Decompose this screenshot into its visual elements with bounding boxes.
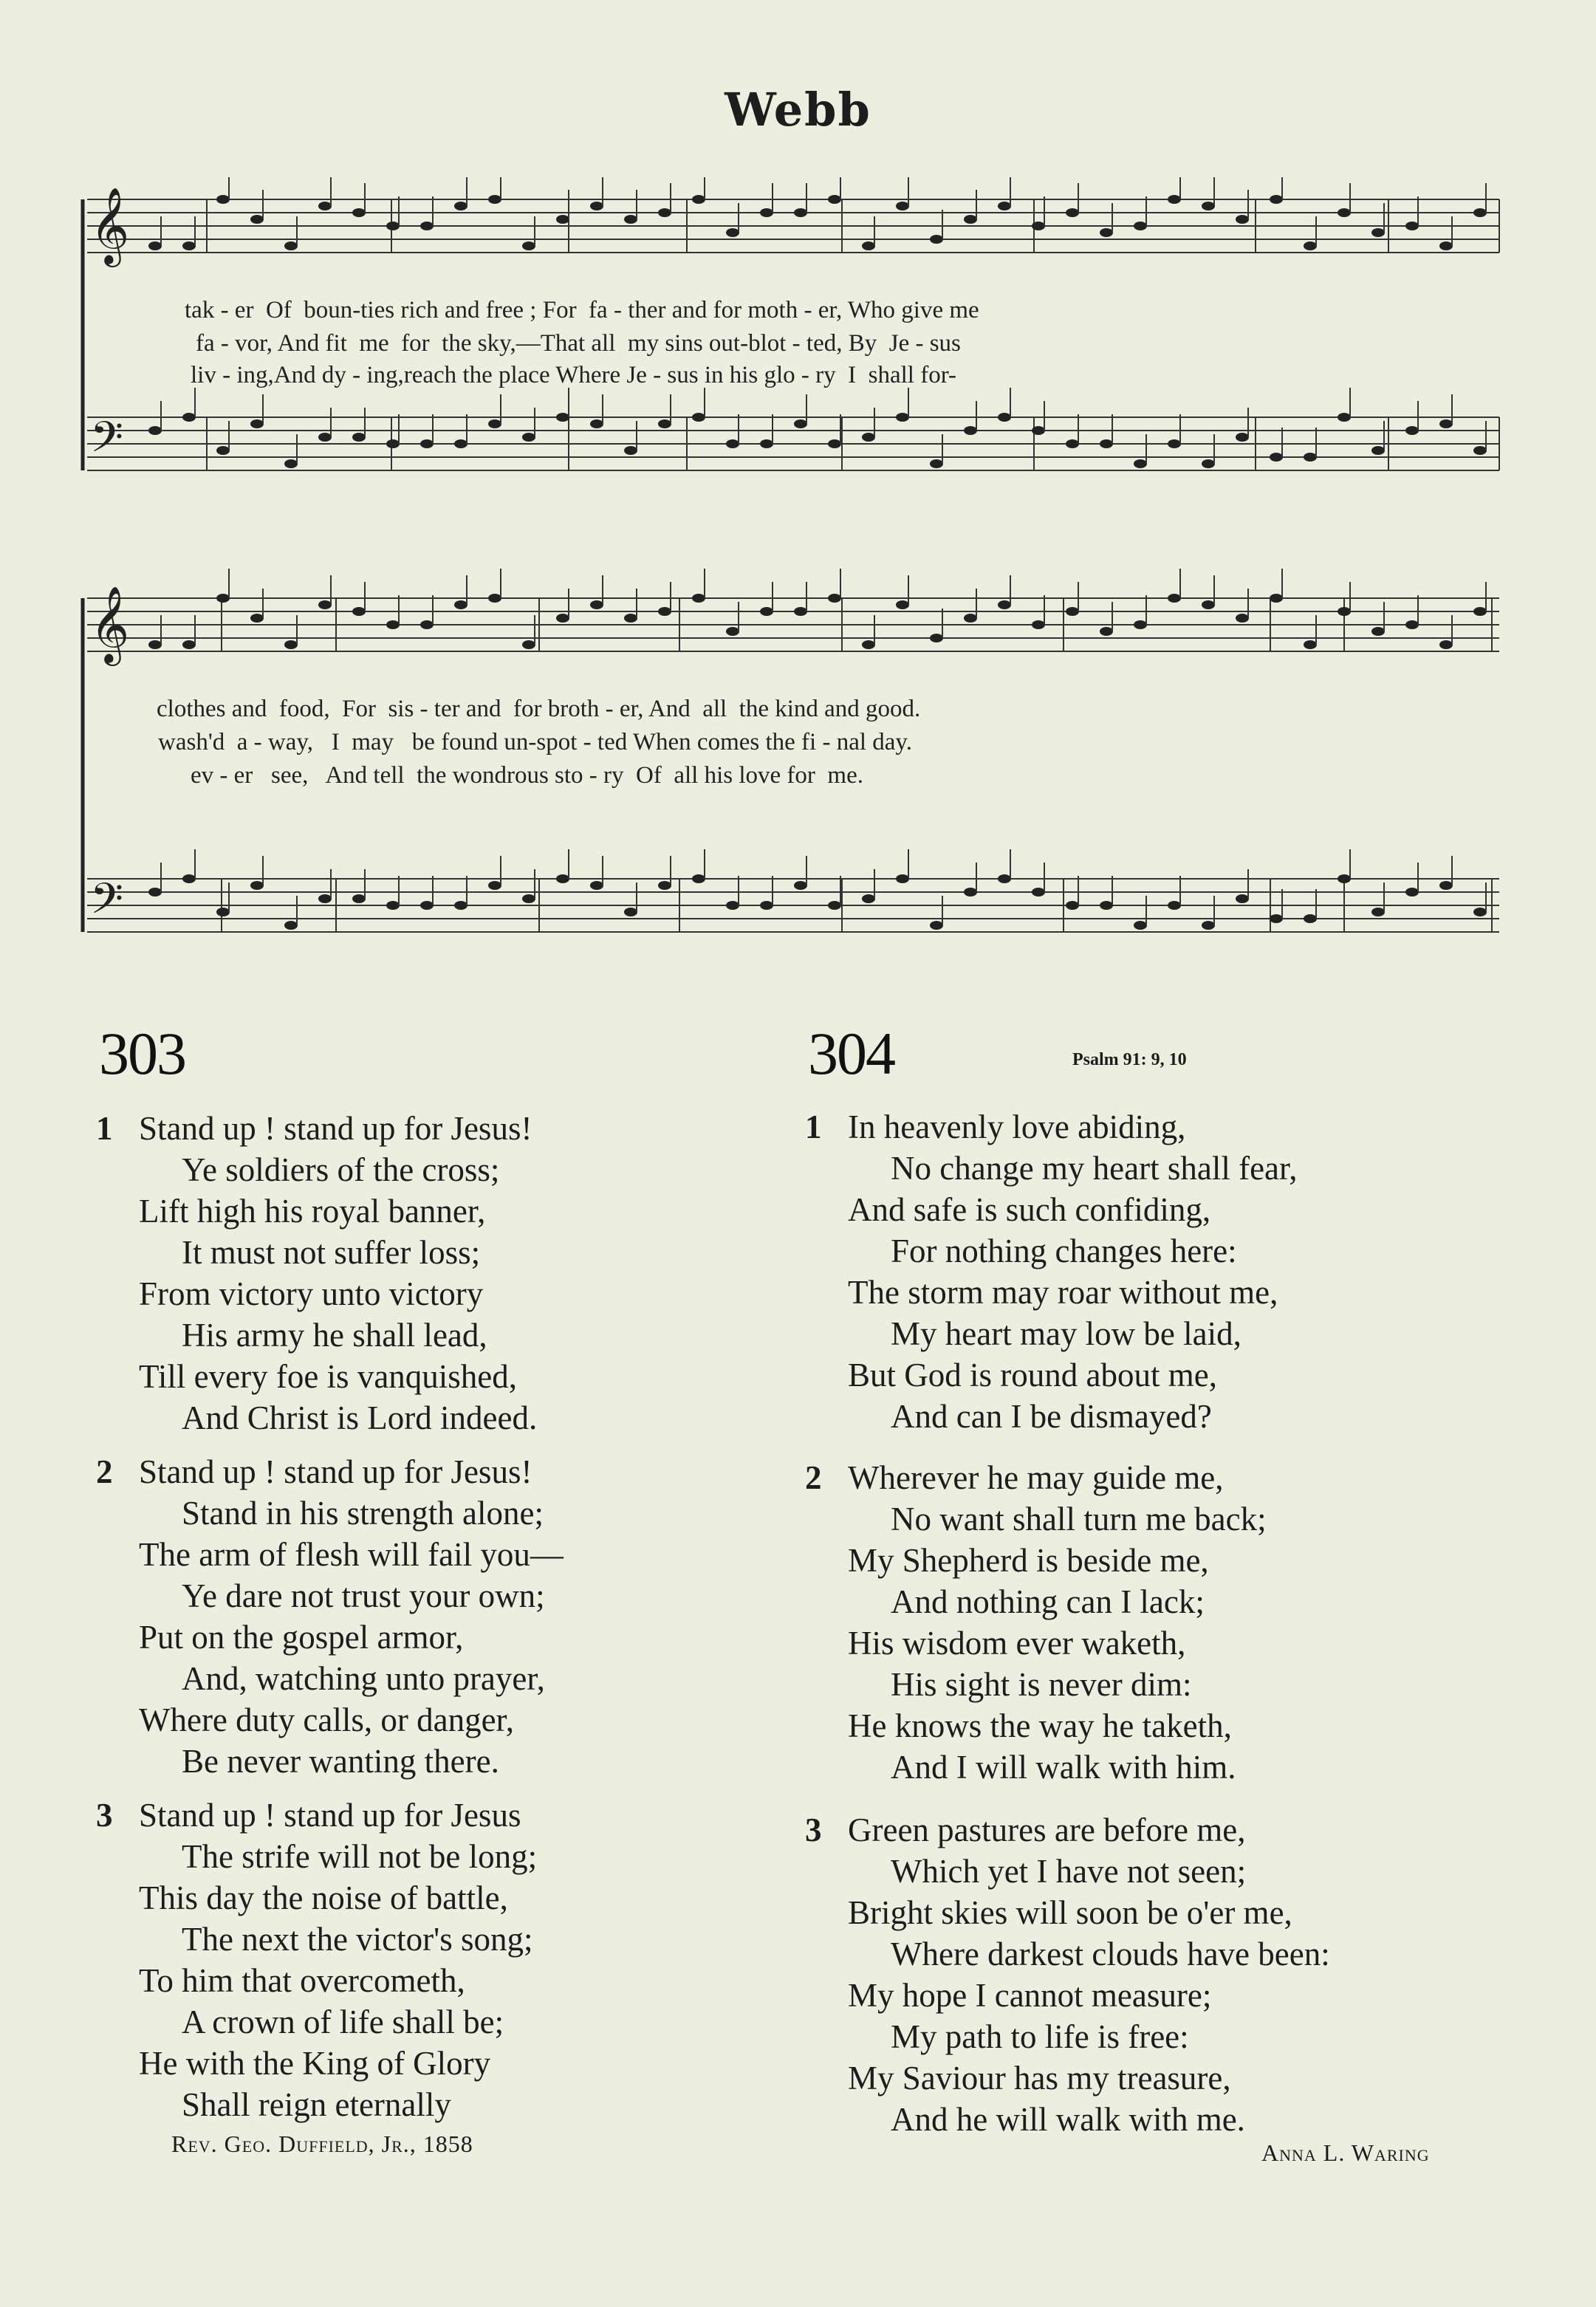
note-head [182,241,196,250]
note-head [250,881,264,890]
note-head [216,594,230,603]
note-head [590,600,603,609]
note-head [896,874,909,883]
note-head [726,439,739,448]
note-head [692,874,705,883]
note-head [284,241,298,250]
verse-number: 3 [96,1797,113,1834]
note-head [1168,195,1181,204]
verse-line: Where darkest clouds have been: [891,1936,1330,1972]
note-head [556,413,569,422]
note-head [896,202,909,210]
note-head [386,620,400,629]
note-head [182,640,196,649]
note-head [1473,446,1487,455]
note-head [148,888,162,897]
bass-clef-icon: 𝄢 [90,412,124,473]
note-head [1439,241,1453,250]
note-head [488,594,501,603]
note-head [828,439,841,448]
note-head [284,459,298,468]
note-head [1100,439,1113,448]
note-head [1270,594,1283,603]
verse-line: And can I be dismayed? [891,1398,1212,1435]
note-head [488,881,501,890]
note-head [1473,208,1487,217]
hymn-number: 303 [99,1020,185,1087]
verse-number: 2 [96,1453,113,1490]
note-head [896,600,909,609]
music-system-1 [74,177,1514,524]
verse-line: No want shall turn me back; [891,1501,1267,1538]
stanza [805,1809,1514,2140]
note-head [386,901,400,910]
treble-clef-icon: 𝄞 [90,187,130,264]
verse-line: And he will walk with me. [891,2101,1245,2138]
verse-line: It must not suffer loss; [182,1234,481,1271]
note-head [420,620,434,629]
verse-line: Stand in his strength alone; [182,1495,544,1532]
verse-line: My heart may low be laid, [891,1315,1241,1352]
note-head [1066,607,1079,616]
note-head [1236,215,1249,224]
note-head [658,208,671,217]
stanza [96,1451,761,1782]
verse-line: My Saviour has my treasure, [848,2060,1231,2097]
note-head [964,426,977,435]
verse-line: Be never wanting there. [182,1743,499,1780]
note-head [1371,908,1385,916]
note-head [964,888,977,897]
verse-line: The next the victor's song; [182,1921,533,1958]
note-head [556,614,569,623]
note-head [454,600,468,609]
note-head [1405,620,1419,629]
verse-line: The arm of flesh will fail you— [139,1536,564,1573]
verse-line: No change my heart shall fear, [891,1150,1298,1187]
note-head [420,222,434,230]
note-head [828,195,841,204]
note-head [352,433,366,442]
verse-line: And nothing can I lack; [891,1583,1205,1620]
note-head [1473,908,1487,916]
note-head [1202,202,1215,210]
note-head [692,413,705,422]
note-head [1473,607,1487,616]
scripture-reference: Psalm 91: 9, 10 [1072,1050,1187,1069]
verse-line: Which yet I have not seen; [891,1853,1247,1890]
note-head [1270,195,1283,204]
note-head [1371,446,1385,455]
note-head [1236,433,1249,442]
note-head [488,419,501,428]
note-head [216,446,230,455]
verse-line: Ye dare not trust your own; [182,1577,545,1614]
note-head [1304,241,1317,250]
note-head [182,413,196,422]
note-head [1338,874,1351,883]
note-head [1439,419,1453,428]
note-head [318,202,332,210]
verse-line: The strife will not be long; [182,1838,538,1875]
verse-line: And safe is such confiding, [848,1191,1211,1228]
note-head [998,600,1011,609]
note-head [1236,894,1249,903]
note-head [454,901,468,910]
note-head [250,419,264,428]
note-head [1371,627,1385,636]
verse-number: 2 [805,1459,822,1496]
note-head [420,439,434,448]
note-head [760,607,773,616]
note-head [1134,921,1147,930]
verse-line: And Christ is Lord indeed. [182,1399,538,1436]
lyric-line: fa - vor, And fit me for the sky,—That all my sins out-blot - ted, By Je - sus [196,330,961,357]
note-head [998,874,1011,883]
note-head [998,413,1011,422]
verse-line: His army he shall lead, [182,1317,487,1354]
note-head [318,600,332,609]
note-head [624,614,637,623]
note-head [1405,222,1419,230]
verse-line: My hope I cannot measure; [848,1977,1212,2014]
note-head [726,901,739,910]
verse-line: Till every foe is vanquished, [139,1358,518,1395]
note-head [182,874,196,883]
note-head [1371,228,1385,237]
note-head [454,439,468,448]
note-head [862,894,875,903]
note-head [1066,901,1079,910]
note-head [386,439,400,448]
note-head [964,215,977,224]
note-head [284,921,298,930]
note-head [1100,901,1113,910]
verse-line: This day the noise of battle, [139,1879,508,1916]
note-head [862,433,875,442]
note-head [964,614,977,623]
lyric-line: clothes and food, For sis - ter and for broth - er, And all the kind and good. [157,696,921,722]
note-head [148,426,162,435]
note-head [352,607,366,616]
note-head [930,634,943,642]
note-head [794,607,807,616]
hymn-number: 304 [808,1020,894,1087]
verse-line: Stand up ! stand up for Jesus! [139,1110,532,1147]
note-head [930,459,943,468]
note-head [862,640,875,649]
note-head [794,208,807,217]
note-head [556,215,569,224]
lyric-line: ev - er see, And tell the wondrous sto - ry Of all his love for me. [191,762,863,789]
note-head [1032,620,1045,629]
verse-line: And, watching unto prayer, [182,1660,545,1697]
note-head [1236,614,1249,623]
note-head [284,640,298,649]
note-head [1338,208,1351,217]
verse-line: Green pastures are before me, [848,1811,1246,1848]
note-head [318,433,332,442]
note-head [726,228,739,237]
verse-line: And I will walk with him. [891,1749,1236,1786]
note-head [658,881,671,890]
note-head [624,908,637,916]
tune-title: Webb [725,83,871,137]
lyric-line: tak - er Of boun-ties rich and free ; For fa - ther and for moth - er, Who give me [185,297,979,323]
verse-line: His sight is never dim: [891,1666,1192,1703]
verse-line: Stand up ! stand up for Jesus [139,1797,521,1834]
author-credit: Rev. Geo. Duffield, Jr., 1858 [171,2131,473,2157]
note-head [318,894,332,903]
note-head [590,202,603,210]
note-head [1439,640,1453,649]
verse-line: For nothing changes here: [891,1233,1237,1269]
verse-line: The storm may roar without me, [848,1274,1278,1311]
verse-number: 1 [805,1108,822,1145]
note-head [1304,640,1317,649]
note-head [1439,881,1453,890]
lyric-line: liv - ing,And dy - ing,reach the place Where Je - sus in his glo - ry I shall for- [191,362,957,388]
stanza [96,1108,761,1439]
verse-line: In heavenly love abiding, [848,1108,1186,1145]
note-head [1338,413,1351,422]
verse-line: A crown of life shall be; [182,2003,504,2040]
note-head [1032,888,1045,897]
note-head [692,594,705,603]
verse-line: To him that overcometh, [139,1962,465,1999]
note-head [488,195,501,204]
note-head [828,594,841,603]
bass-clef-icon: 𝄢 [90,874,124,934]
note-head [1066,208,1079,217]
note-head [1134,222,1147,230]
note-head [148,241,162,250]
note-head [1202,600,1215,609]
verse-number: 1 [96,1110,113,1147]
note-head [352,894,366,903]
note-head [522,894,535,903]
note-head [1405,888,1419,897]
note-head [930,921,943,930]
note-head [1134,620,1147,629]
lyric-line: wash'd a - way, I may be found un-spot - ted When comes the fi - nal day. [158,729,913,755]
note-head [556,874,569,883]
note-head [1100,627,1113,636]
note-head [624,215,637,224]
verse-line: He knows the way he taketh, [848,1707,1232,1744]
treble-clef-icon: 𝄞 [90,586,130,663]
note-head [522,433,535,442]
note-head [998,202,1011,210]
note-head [250,215,264,224]
verse-number: 3 [805,1811,822,1848]
note-head [148,640,162,649]
note-head [1168,901,1181,910]
note-head [1032,426,1045,435]
note-head [216,195,230,204]
note-head [1270,914,1283,923]
note-head [386,222,400,230]
note-head [658,607,671,616]
note-head [1304,914,1317,923]
verse-line: Shall reign eternally [182,2086,451,2123]
note-head [760,901,773,910]
verse-line: My Shepherd is beside me, [848,1542,1209,1579]
note-head [1270,453,1283,462]
stanza [805,1106,1514,1437]
note-head [1168,439,1181,448]
stanza [96,1794,761,2125]
verse-line: Bright skies will soon be o'er me, [848,1894,1292,1931]
note-head [522,241,535,250]
note-head [760,439,773,448]
verse-line: Stand up ! stand up for Jesus! [139,1453,532,1490]
note-head [658,419,671,428]
note-head [1202,921,1215,930]
note-head [590,881,603,890]
note-head [1100,228,1113,237]
note-head [760,208,773,217]
note-head [1134,459,1147,468]
note-head [1405,426,1419,435]
note-head [896,413,909,422]
note-head [1338,607,1351,616]
note-head [420,901,434,910]
verse-line: Where duty calls, or danger, [139,1701,514,1738]
verse-line: Wherever he may guide me, [848,1459,1224,1496]
note-head [726,627,739,636]
note-head [216,908,230,916]
note-head [250,614,264,623]
note-head [692,195,705,204]
author-credit: Anna L. Waring [1261,2139,1430,2166]
note-head [522,640,535,649]
music-system-2 [74,569,1514,982]
note-head [1168,594,1181,603]
verse-line: He with the King of Glory [139,2045,491,2082]
verse-line: Put on the gospel armor, [139,1619,464,1656]
note-head [828,901,841,910]
note-head [794,881,807,890]
verse-line: Ye soldiers of the cross; [182,1151,500,1188]
note-head [1066,439,1079,448]
note-head [1202,459,1215,468]
note-head [930,235,943,244]
verse-line: But God is round about me, [848,1357,1217,1394]
note-head [794,419,807,428]
verse-line: Lift high his royal banner, [139,1193,486,1230]
note-head [624,446,637,455]
note-head [862,241,875,250]
verse-line: From victory unto victory [139,1275,484,1312]
verse-line: My path to life is free: [891,2018,1189,2055]
note-head [1304,453,1317,462]
note-head [352,208,366,217]
note-head [590,419,603,428]
stanza [805,1457,1514,1788]
verse-line: His wisdom ever waketh, [848,1625,1186,1662]
note-head [1032,222,1045,230]
note-head [454,202,468,210]
